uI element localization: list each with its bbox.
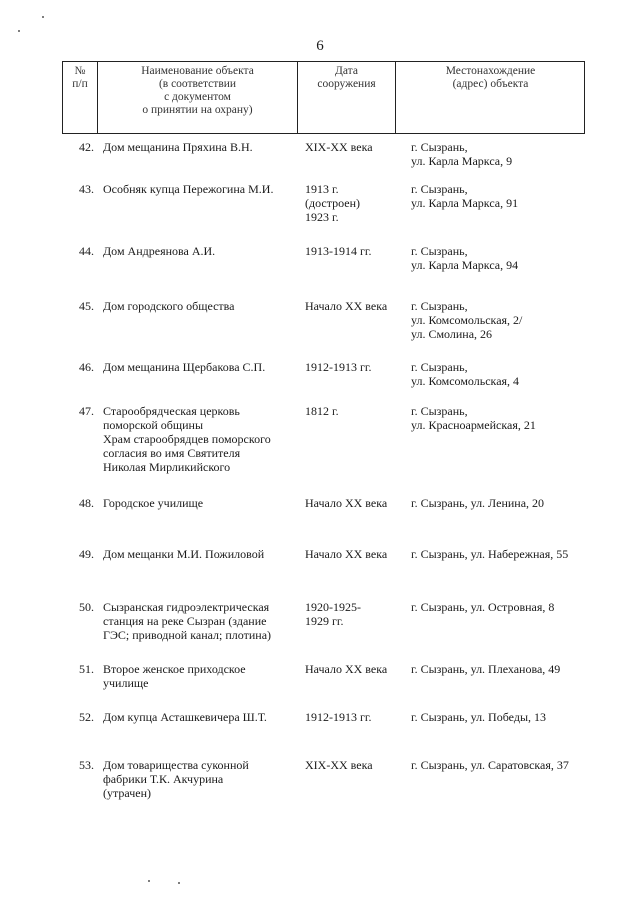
object-address xyxy=(411,600,626,614)
text-line: Николая Мирликийского xyxy=(103,460,231,474)
text-line: ул. Красноармейская, 21 xyxy=(411,418,536,432)
text-line: г. Сызрань, ул. Островная, 8 xyxy=(411,600,555,614)
header-num xyxy=(63,62,97,133)
text-line: Городское училище xyxy=(103,496,204,510)
header-location xyxy=(395,62,585,133)
text-line: 1913-1914 гг. xyxy=(305,244,372,258)
header-line: (адрес) объекта xyxy=(452,78,529,90)
text-line: Начало XX века xyxy=(305,662,388,676)
text-line: г. Сызрань, xyxy=(411,244,468,258)
row-number: 51. xyxy=(79,662,94,676)
object-name xyxy=(103,496,293,510)
text-line: Дом товарищества суконной xyxy=(103,758,249,772)
row-number: 50. xyxy=(79,600,94,614)
scan-speck xyxy=(42,16,44,18)
row-number: 49. xyxy=(79,547,94,561)
construction-date xyxy=(305,547,405,561)
text-line: Начало XX века xyxy=(305,299,388,313)
text-line: ул. Карла Маркса, 94 xyxy=(411,258,519,272)
text-line: Начало XX века xyxy=(305,496,388,510)
object-address xyxy=(411,182,626,210)
text-line: 1920-1925- xyxy=(305,600,361,614)
text-line: ул. Карла Маркса, 91 xyxy=(411,196,519,210)
object-address xyxy=(411,244,626,272)
text-line: Дом мещанина Щербакова С.П. xyxy=(103,360,266,374)
text-line: Дом городского общества xyxy=(103,299,235,313)
construction-date xyxy=(305,360,405,374)
construction-date xyxy=(305,182,405,224)
text-line: Храм старообрядцев поморского xyxy=(103,432,271,446)
text-line: XIX-XX века xyxy=(305,140,373,154)
text-line: (достроен) xyxy=(305,196,361,210)
text-line: г. Сызрань, xyxy=(411,299,468,313)
table-header xyxy=(62,61,585,134)
object-address xyxy=(411,710,626,724)
header-line: № xyxy=(74,65,86,77)
text-line: фабрики Т.К. Акчурина xyxy=(103,772,224,786)
header-line: п/п xyxy=(72,78,88,90)
object-address xyxy=(411,360,626,388)
header-line: Дата xyxy=(335,65,358,77)
text-line: поморской общины xyxy=(103,418,204,432)
object-name xyxy=(103,758,293,800)
object-address xyxy=(411,758,626,772)
object-name xyxy=(103,182,293,196)
object-name xyxy=(103,244,293,258)
object-name xyxy=(103,140,293,154)
construction-date xyxy=(305,244,405,258)
text-line: Дом купца Асташкевичера Ш.Т. xyxy=(103,710,267,724)
object-address xyxy=(411,662,626,676)
text-line: Старообрядческая церковь xyxy=(103,404,240,418)
text-line: 1812 г. xyxy=(305,404,339,418)
row-number: 48. xyxy=(79,496,94,510)
construction-date xyxy=(305,404,405,418)
text-line: Особняк купца Пережогина М.И. xyxy=(103,182,274,196)
text-line: 1929 гг. xyxy=(305,614,344,628)
text-line: ул. Смолина, 26 xyxy=(411,327,493,341)
text-line: Дом мещанки М.И. Пожиловой xyxy=(103,547,265,561)
object-address xyxy=(411,404,626,432)
scan-speck xyxy=(178,882,180,884)
header-line: (в соответствии xyxy=(158,78,237,90)
row-number: 43. xyxy=(79,182,94,196)
page-number: 6 xyxy=(316,38,324,54)
header-line: с документом xyxy=(164,91,231,103)
construction-date xyxy=(305,662,405,676)
text-line: училище xyxy=(103,676,149,690)
object-name xyxy=(103,547,293,561)
object-name xyxy=(103,404,293,474)
text-line: ул. Комсомольская, 2/ xyxy=(411,313,523,327)
object-address xyxy=(411,547,626,561)
text-line: ГЭС; приводной канал; плотина) xyxy=(103,628,272,642)
construction-date xyxy=(305,299,405,313)
row-number: 52. xyxy=(79,710,94,724)
header-line: сооружения xyxy=(317,78,376,90)
row-number: 42. xyxy=(79,140,94,154)
scan-speck xyxy=(148,880,150,882)
text-line: Дом Андреянова А.И. xyxy=(103,244,216,258)
scan-speck xyxy=(18,30,20,32)
row-number: 47. xyxy=(79,404,94,418)
text-line: 1912-1913 гг. xyxy=(305,360,372,374)
row-number: 53. xyxy=(79,758,94,772)
text-line: г. Сызрань, xyxy=(411,182,468,196)
header-date xyxy=(297,62,395,133)
text-line: г. Сызрань, ул. Саратовская, 37 xyxy=(411,758,569,772)
text-line: г. Сызрань, ул. Плеханова, 49 xyxy=(411,662,561,676)
text-line: 1923 г. xyxy=(305,210,339,224)
object-name xyxy=(103,600,293,642)
object-name xyxy=(103,360,293,374)
construction-date xyxy=(305,758,405,772)
object-address xyxy=(411,140,626,168)
construction-date xyxy=(305,710,405,724)
text-line: XIX-XX века xyxy=(305,758,373,772)
object-address xyxy=(411,496,626,510)
text-line: Начало XX века xyxy=(305,547,388,561)
object-name xyxy=(103,662,293,690)
header-name xyxy=(97,62,297,133)
text-line: согласия во имя Святителя xyxy=(103,446,241,460)
text-line: станция на реке Сызран (здание xyxy=(103,614,267,628)
object-address xyxy=(411,299,626,341)
text-line: г. Сызрань, xyxy=(411,404,468,418)
text-line: ул. Карла Маркса, 9 xyxy=(411,154,513,168)
text-line: 1912-1913 гг. xyxy=(305,710,372,724)
text-line: Второе женское приходское xyxy=(103,662,246,676)
text-line: г. Сызрань, ул. Победы, 13 xyxy=(411,710,547,724)
text-line: г. Сызрань, ул. Ленина, 20 xyxy=(411,496,545,510)
text-line: Дом мещанина Пряхина В.Н. xyxy=(103,140,253,154)
text-line: (утрачен) xyxy=(103,786,152,800)
text-line: г. Сызрань, ул. Набережная, 55 xyxy=(411,547,569,561)
object-name xyxy=(103,299,293,313)
construction-date xyxy=(305,600,405,628)
object-name xyxy=(103,710,293,724)
header-line: Местонахождение xyxy=(445,65,536,77)
construction-date xyxy=(305,140,405,154)
header-line: Наименование объекта xyxy=(141,65,254,77)
row-number: 44. xyxy=(79,244,94,258)
text-line: 1913 г. xyxy=(305,182,339,196)
text-line: ул. Комсомольская, 4 xyxy=(411,374,520,388)
text-line: г. Сызрань, xyxy=(411,360,468,374)
header-line: о принятии на охрану) xyxy=(142,104,253,116)
text-line: г. Сызрань, xyxy=(411,140,468,154)
text-line: Сызранская гидроэлектрическая xyxy=(103,600,270,614)
row-number: 46. xyxy=(79,360,94,374)
construction-date xyxy=(305,496,405,510)
row-number: 45. xyxy=(79,299,94,313)
